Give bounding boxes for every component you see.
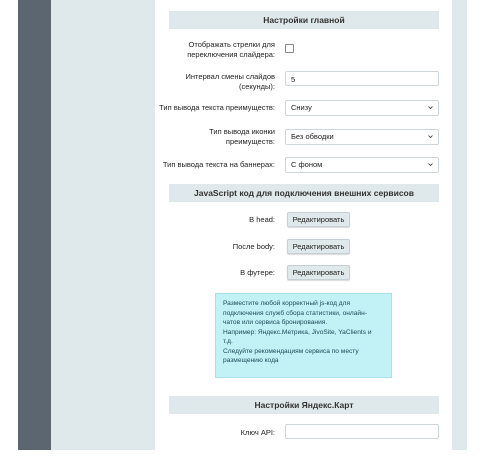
banner-text-select[interactable]: [285, 157, 439, 173]
chevron-down-icon: [428, 105, 433, 110]
section-header-main: Настройки главной: [169, 11, 439, 29]
advantages-text-value: Снизу: [291, 103, 312, 112]
advantages-text-label: Тип вывода текста преимуществ:: [159, 103, 275, 112]
api-key-input[interactable]: [285, 424, 439, 439]
advantages-text-select[interactable]: [285, 100, 439, 116]
advantages-icon-label: Тип вывода иконки преимуществ:: [209, 127, 275, 146]
js-info-note: Разместите любой корректный js-код для подключения служб сбора статистики, онлайн- чатов или сервиса бронирования. Например: Яндекс.Метрика, JivoSite, YaClients и т.д. Следуйте рекомендациям сервиса по месту размещению кода: [215, 293, 392, 378]
slide-interval-label: Интервал смены слайдов (секунды):: [185, 72, 275, 91]
advantages-icon-value: Без обводки: [291, 132, 334, 141]
head-label: В head:: [249, 215, 275, 224]
chevron-down-icon: [428, 134, 433, 139]
edit-body-button[interactable]: Редактировать: [287, 239, 350, 254]
slide-interval-input[interactable]: 5: [285, 71, 439, 86]
banner-text-label: Тип вывода текста на баннерах:: [162, 160, 275, 169]
banner-text-value: С фоном: [291, 160, 323, 169]
body-label: После body:: [232, 242, 275, 251]
api-key-label: Ключ API:: [240, 428, 275, 437]
admin-sidebar: [18, 0, 51, 450]
chevron-down-icon: [428, 162, 433, 167]
section-header-js: JavaScript код для подключения внешних сервисов: [169, 184, 439, 202]
edit-footer-button[interactable]: Редактировать: [287, 265, 350, 280]
slider-arrows-checkbox[interactable]: [285, 44, 294, 53]
footer-label: В футере:: [240, 268, 275, 277]
section-header-maps: Настройки Яндекс.Карт: [169, 396, 439, 414]
slider-arrows-label: Отображать стрелки для переключения слайдера:: [187, 40, 275, 59]
edit-head-button[interactable]: Редактировать: [287, 212, 350, 227]
advantages-icon-select[interactable]: [285, 129, 439, 145]
